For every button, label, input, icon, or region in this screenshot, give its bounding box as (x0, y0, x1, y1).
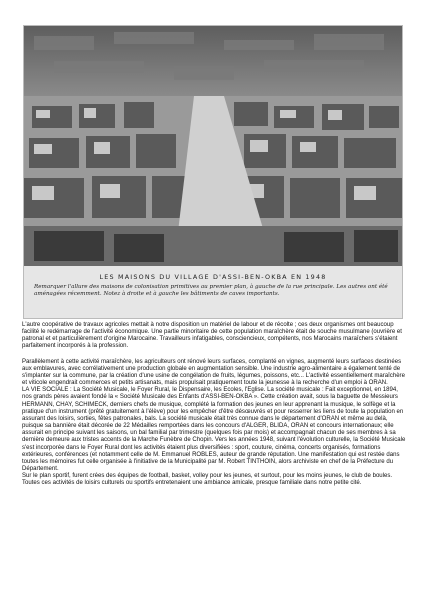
paragraph-social-life: LA VIE SOCIALE : La Société Musicale, le Foyer Rural, le Dispensaire, les Ecoles, l'Eglise. La société musicale : Fait exceptionnel, en 1894, nos grands pères avaient fondé la « Société Musicale des Enfants d'ASSI-BEN-OKBA ». Cette création avait, sous la baguette de Messieurs HERMANN, CHAY, SCHIMECK, derniers chefs de musique, complété la formation des jeunes en leur apprenant la musique, le solfège et la pratique d'un instrument (prêté gratuitement à l'élève) pour les empêcher d'être désœuvrés et pour resserrer les liens de toute la population en assurant des loisirs, sorties, fêtes patronales, bals. La société musicale était très connue dans le département d'ORAN et même au delà, puisque sa bannière était décorée de 22 Médailles remportées dans les concours d'ALGER, BLIDA, ORAN et concours internationaux; elle assurait en principe suivant les saisons, un bal familial par trimestre (quelques fois par mois) et accompagnait chacun de ses membres à sa dernière demeure aux tristes accents de la Marche Funèbre de Chopin. Vers les années 1948, suivant l'évolution culturelle, la Société Musicale s'est incorporée dans le Foyer Rural dont les activités étaient plus diversifiées : sport, couture, cinéma, concerts organisés, formations extérieures, conférences (et notamment celle de M. Emmanuel ROBLES, auteur de grande réputation. Une manifestation qui est restée dans toutes les mémoires fut celle organisée à l'initiative de la Municipalité par M. Robert TINTHOIN, alors archiviste en chef de la Préfecture du Département. (22, 387, 406, 472)
aerial-photo (23, 25, 403, 319)
photo-caption-title: LES MAISONS DU VILLAGE D'ASSI-BEN-OKBA EN 1948 (99, 273, 327, 281)
paragraph-agriculture: Parallèlement à cette activité maraîchère, les agriculteurs ont rénové leurs surfaces, complanté en vignes, augmenté leurs surfaces destinées aux emblavures, avec corrélativement une production globale en augmentation sensible. Une industrie agro-alimentaire a également tenté de s'implanter sur la commune, par la création d'une usine de congélation de fruits, légumes, poissons, etc... L'activité essentiellement maraîchère et viticole engendrait commerces et petits artisanats, mais propulsait pratiquement toute la jeunesse à la recherche d'un emploi à ORAN. (22, 358, 405, 387)
paragraph-cooperative: L'autre coopérative de travaux agricoles mettait à notre disposition un matériel de labour et de récolte ; ces deux organismes ont beaucoup facilité le redémarrage de l'activité économique. Une partie minoritaire de cette population maraîchère était de souche musulmane (ouvrière et patronal et et particulièrement d'origine Marocaine. Travailleurs infatigables, consciencieux, compétents, nos Marocains maraîchers s'étaient parfaitement incorporés à la profession. (22, 322, 402, 350)
article-body (22, 322, 406, 487)
photo-caption-note: Remarquer l'allure des maisons de colonisation primitives au premier plan, à gauche de la rue principale. Les autres ont été aménagées récemment. Notez à droite et à gauche les bâtiments de caves importants. (34, 284, 388, 297)
paragraph-sports: Sur le plan sportif, furent crées des équipes de football, basket, volley pour les jeunes, et surtout, pour les moins jeunes, le club de boules. Toutes ces activités de loisirs culturels ou sportifs entretenaient une ambiance amicale, presque familiale dans notre petite cité. (22, 473, 393, 487)
